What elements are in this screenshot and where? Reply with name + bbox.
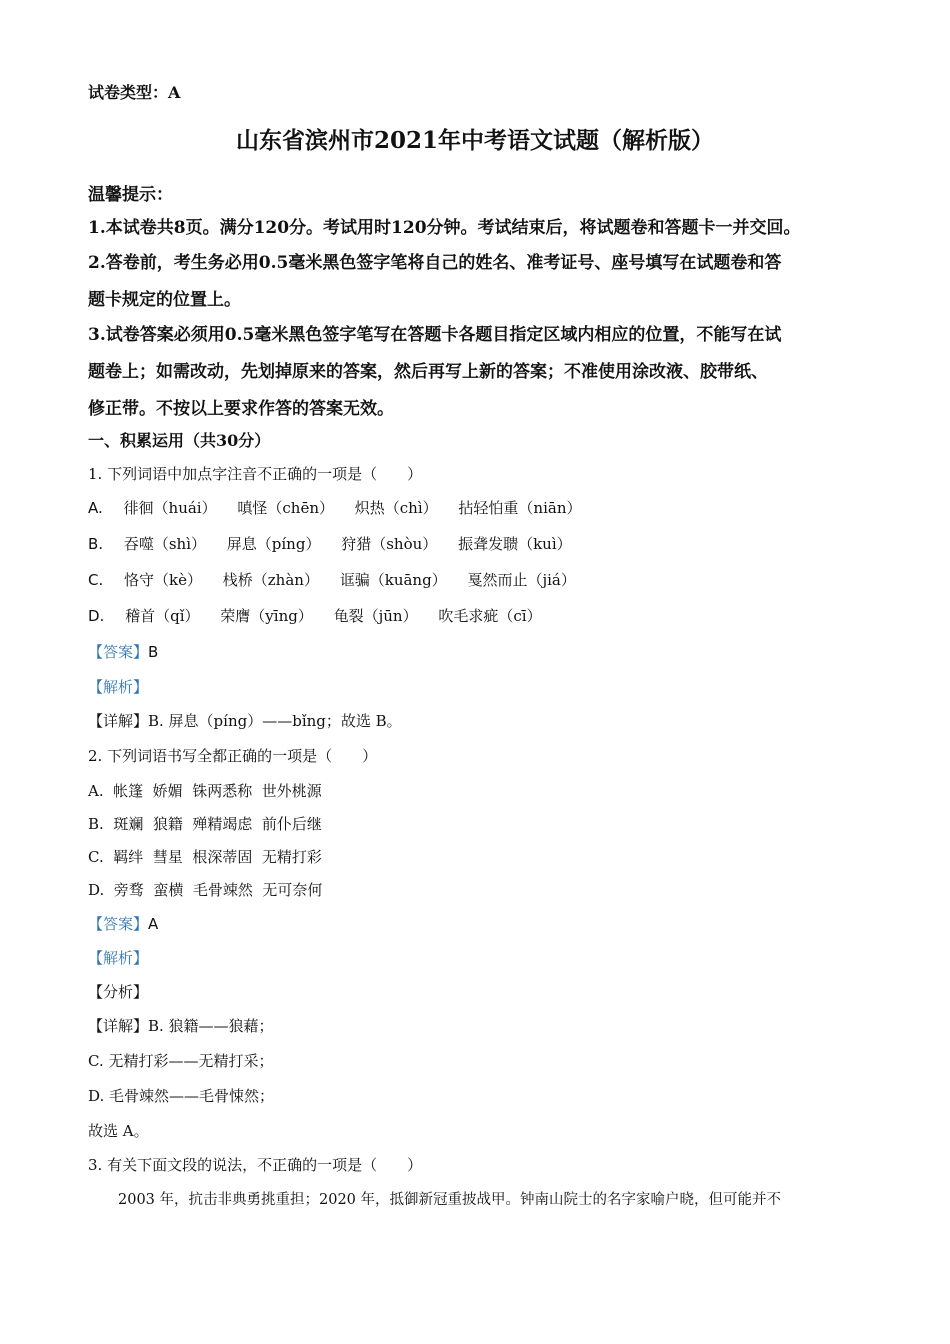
notice-line-2a: 2.答卷前，考生务必用0.5毫米黑色签字笔将自己的姓名、准考证号、座号填写在试题卷和答 [88,253,782,273]
q1-option-c [88,569,592,590]
option-word: 荣膺（yīng） [220,607,313,625]
option-word: 狩猎（shòu） [341,535,438,553]
option-word: 戛然而止（jiá） [467,571,576,589]
q2-option-a: A. 帐篷 娇媚 铢两悉称 世外桃源 [88,782,322,800]
q1-option-a [88,497,597,518]
option-letter: A. [88,499,103,517]
answer-tag: 【答案】 [88,643,149,661]
notice-line-2b: 题卡规定的位置上。 [88,290,241,310]
question-3-stem: 3. 有关下面文段的说法，不正确的一项是（ ） [88,1156,423,1174]
q2-detail-2: C. 无精打彩——无精打采； [88,1052,274,1070]
option-letter: C. [88,571,104,589]
option-word: 诓骗（kuāng） [339,571,447,589]
q2-conclusion: 故选 A。 [88,1122,149,1140]
option-word: 吞噬（shì） [123,535,206,553]
q2-answer [88,913,158,934]
q2-option-c: C. 羁绊 彗星 根深蒂固 无精打彩 [88,848,322,866]
option-word: 栈桥（zhàn） [222,571,319,589]
page-title: 山东省滨州市2021年中考语文试题（解析版） [235,127,714,154]
notice-line-3b: 题卷上；如需改动，先划掉原来的答案，然后再写上新的答案；不准使用涂改液、胶带纸、 [88,362,768,382]
q1-option-b [88,533,588,554]
q2-fenxi: 【分析】 [88,983,149,1001]
answer-tag: 【答案】 [88,915,149,933]
q2-detail-1: 【详解】B. 狼籍——狼藉； [88,1017,274,1035]
option-word: 嗔怪（chēn） [237,499,334,517]
option-word: 炽热（chì） [354,499,438,517]
option-word: 屏息（píng） [226,535,321,553]
q1-option-d [88,605,558,626]
question-1-stem: 1. 下列词语中加点字注音不正确的一项是（ ） [88,465,423,483]
q1-answer [88,641,158,662]
q2-option-b: B. 斑斓 狼籍 殚精竭虑 前仆后继 [88,815,322,833]
option-letter: D. [88,607,105,625]
question-2-stem: 2. 下列词语书写全都正确的一项是（ ） [88,747,378,765]
option-word: 徘徊（huái） [123,499,217,517]
notice-heading: 温馨提示： [88,185,173,205]
option-word: 龟裂（jūn） [333,607,418,625]
option-word: 稽首（qǐ） [125,607,200,625]
q2-option-d: D. 旁骛 蛮横 毛骨竦然 无可奈何 [88,881,323,899]
notice-line-1: 1.本试卷共8页。满分120分。考试用时120分钟。考试结束后，将试题卷和答题卡一并交回。 [88,218,801,238]
option-letter: B. [88,535,104,553]
option-word: 拈轻怕重（niān） [458,499,582,517]
answer-value: A [148,915,159,933]
q3-passage: 2003 年，抗击非典勇挑重担；2020 年，抵御新冠重披战甲。钟南山院士的名字家喻户晓，但可能并不 [118,1192,782,1208]
notice-line-3c: 修正带。不按以上要求作答的答案无效。 [88,399,394,419]
option-word: 振聋发聩（kuì） [458,535,572,553]
option-word: 吹毛求疵（cī） [438,607,542,625]
paper-type: 试卷类型：A [88,83,181,102]
q2-detail-3: D. 毛骨竦然——毛骨悚然； [88,1087,275,1105]
section-heading: 一、积累运用（共30分） [88,431,271,450]
q1-analysis-tag: 【解析】 [88,678,149,696]
option-word: 恪守（kè） [124,571,202,589]
answer-value: B [148,643,159,661]
q1-detail: 【详解】B. 屏息（píng）——bǐng；故选 B。 [88,712,402,730]
notice-line-3a: 3.试卷答案必须用0.5毫米黑色签字笔写在答题卡各题目指定区域内相应的位置，不能写在试 [88,325,782,345]
q2-analysis-tag: 【解析】 [88,949,149,967]
